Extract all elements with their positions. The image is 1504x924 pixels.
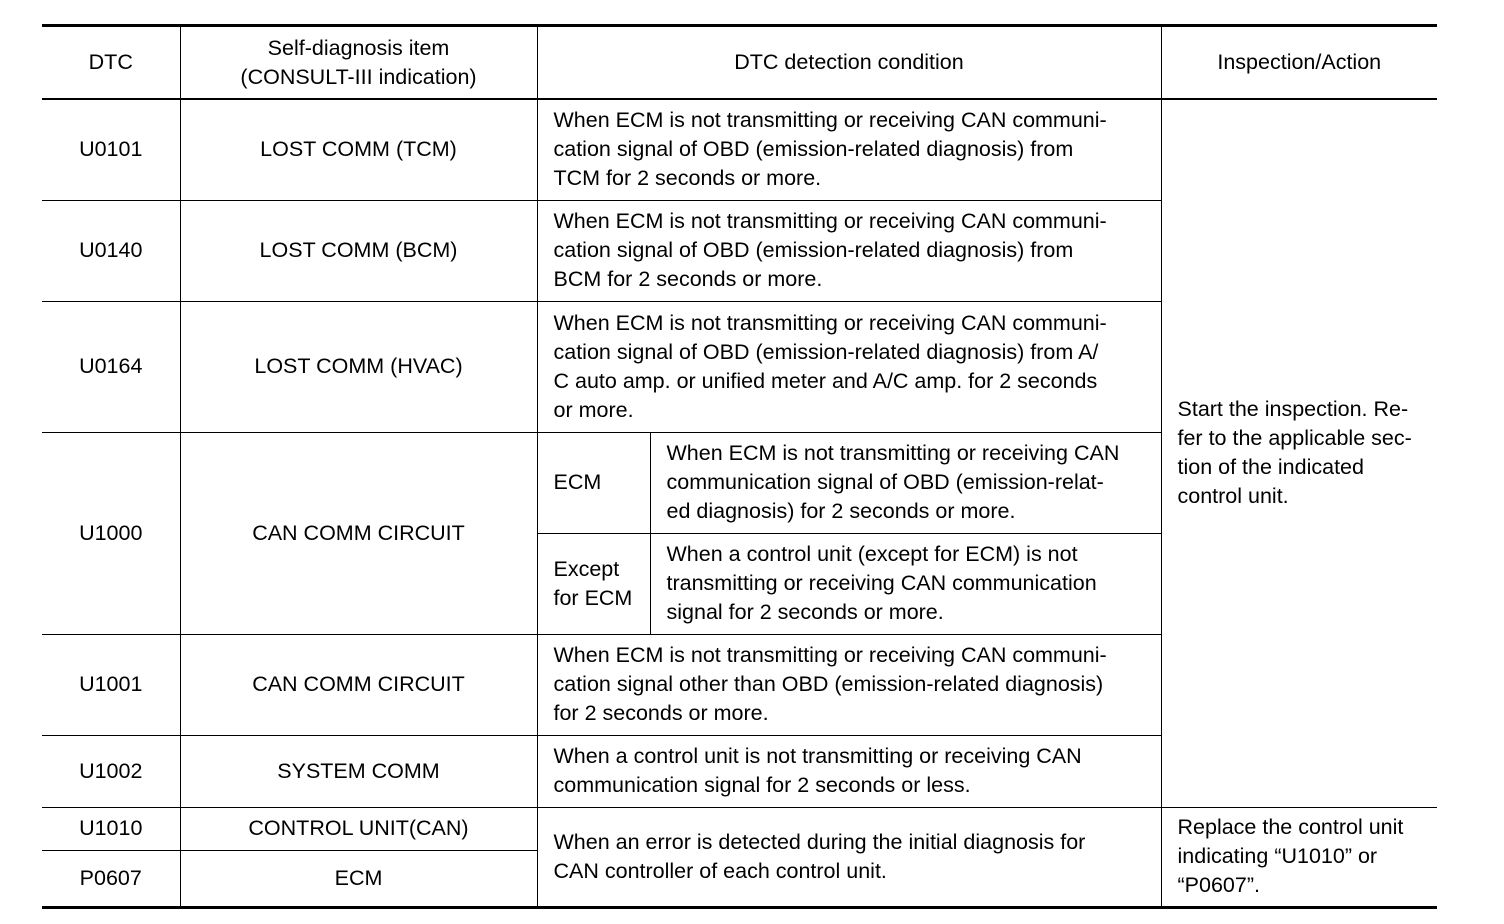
diagnosis-item: CAN COMM CIRCUIT — [180, 432, 537, 634]
table-row — [42, 99, 1437, 200]
diagnosis-item: LOST COMM (TCM) — [180, 99, 537, 200]
diagnosis-item: CONTROL UNIT(CAN) — [180, 807, 537, 850]
dtc-code: P0607 — [42, 850, 180, 907]
dtc-code: U1010 — [42, 807, 180, 850]
dtc-code: U0164 — [42, 301, 180, 432]
sub-detection-condition: When ECM is not transmitting or receiving CAN communication signal of OBD (emission-relat- ed diagnosis) for 2 seconds or more. — [650, 432, 1161, 533]
detection-condition: When an error is detected during the initial diagnosis for CAN controller of each control unit. — [537, 807, 1161, 907]
header-row — [42, 26, 1437, 100]
dtc-code: U1001 — [42, 634, 180, 735]
dtc-code: U0101 — [42, 99, 180, 200]
header-item-line1: Self-diagnosis item — [267, 35, 450, 60]
diagnosis-item: LOST COMM (HVAC) — [180, 301, 537, 432]
table-row — [42, 807, 1437, 850]
inspection-action-replace: Replace the control unit indicating “U1010” or “P0607”. — [1161, 807, 1437, 907]
diagnosis-item: CAN COMM CIRCUIT — [180, 634, 537, 735]
sub-detection-condition: When a control unit (except for ECM) is not transmitting or receiving CAN communication signal for 2 seconds or more. — [650, 533, 1161, 634]
header-inspection-action: Inspection/Action — [1161, 26, 1437, 100]
header-dtc: DTC — [42, 26, 180, 100]
detection-condition: When ECM is not transmitting or receiving CAN communi- cation signal of OBD (emission-related diagnosis) from TCM for 2 seconds or more. — [537, 99, 1161, 200]
dtc-code: U1000 — [42, 432, 180, 634]
header-item-line2: (CONSULT-III indication) — [240, 64, 477, 89]
diagnosis-item: ECM — [180, 850, 537, 907]
detection-condition: When ECM is not transmitting or receiving CAN communi- cation signal of OBD (emission-related diagnosis) from BCM for 2 seconds or more. — [537, 200, 1161, 301]
detection-condition: When a control unit is not transmitting or receiving CAN communication signal for 2 seconds or less. — [537, 735, 1161, 807]
sub-unit: Except for ECM — [537, 533, 650, 634]
diagnosis-item: SYSTEM COMM — [180, 735, 537, 807]
detection-condition: When ECM is not transmitting or receiving CAN communi- cation signal other than OBD (emission-related diagnosis) for 2 seconds or more. — [537, 634, 1161, 735]
header-detection-condition: DTC detection condition — [537, 26, 1161, 100]
dtc-code: U1002 — [42, 735, 180, 807]
diagnosis-item: LOST COMM (BCM) — [180, 200, 537, 301]
dtc-code: U0140 — [42, 200, 180, 301]
inspection-action: Start the inspection. Re- fer to the applicable sec- tion of the indicated control unit. — [1161, 99, 1437, 807]
detection-condition: When ECM is not transmitting or receiving CAN communi- cation signal of OBD (emission-related diagnosis) from A/ C auto amp. or unified meter and A/C amp. for 2 seconds or more. — [537, 301, 1161, 432]
sub-unit: ECM — [537, 432, 650, 533]
dtc-table — [42, 24, 1437, 909]
header-self-diagnosis-item — [180, 26, 537, 100]
